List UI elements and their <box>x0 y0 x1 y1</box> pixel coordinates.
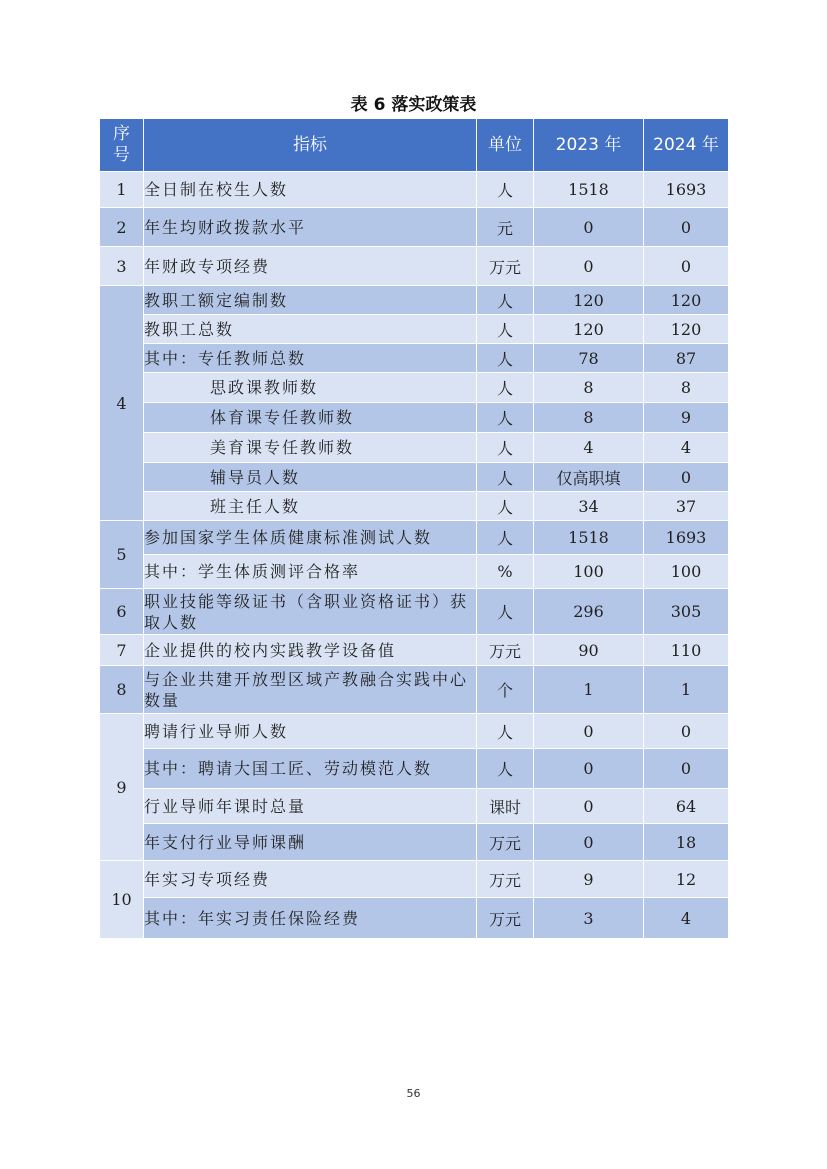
table-row <box>100 898 729 939</box>
indicator-cell: 年实习专项经费 <box>144 861 477 898</box>
seq-cell: 8 <box>100 666 144 714</box>
value-2024-cell: 9 <box>644 403 729 433</box>
unit-cell: 人 <box>477 714 534 749</box>
seq-cell: 10 <box>100 861 144 939</box>
indicator-cell: 其中：专任教师总数 <box>144 344 477 373</box>
value-2024-cell: 4 <box>644 433 729 463</box>
table-row <box>100 555 729 589</box>
indicator-cell: 职业技能等级证书（含职业资格证书）获取人数 <box>144 589 477 635</box>
table-row <box>100 463 729 492</box>
value-2023-cell: 100 <box>534 555 644 589</box>
value-2023-cell: 0 <box>534 247 644 286</box>
unit-cell: 课时 <box>477 789 534 824</box>
indicator-cell: 班主任人数 <box>144 492 477 521</box>
indicator-cell: 其中：学生体质测评合格率 <box>144 555 477 589</box>
table-row <box>100 789 729 824</box>
value-2023-cell: 1518 <box>534 172 644 208</box>
value-2024-cell: 4 <box>644 898 729 939</box>
value-2023-cell: 90 <box>534 635 644 666</box>
value-2023-cell: 4 <box>534 433 644 463</box>
value-2024-cell: 37 <box>644 492 729 521</box>
header-row <box>100 119 729 172</box>
value-2024-cell: 87 <box>644 344 729 373</box>
value-2024-cell: 1693 <box>644 521 729 555</box>
header-2023: 2023 年 <box>534 119 644 172</box>
value-2024-cell: 110 <box>644 635 729 666</box>
seq-cell: 5 <box>100 521 144 589</box>
indicator-cell: 全日制在校生人数 <box>144 172 477 208</box>
value-2023-cell: 1 <box>534 666 644 714</box>
value-2024-cell: 1 <box>644 666 729 714</box>
table-row <box>100 861 729 898</box>
table-body <box>100 172 729 939</box>
unit-cell: 万元 <box>477 898 534 939</box>
value-2023-cell: 0 <box>534 789 644 824</box>
indicator-cell: 美育课专任教师数 <box>144 433 477 463</box>
seq-cell: 1 <box>100 172 144 208</box>
value-2024-cell: 0 <box>644 714 729 749</box>
table-row <box>100 403 729 433</box>
value-2023-cell: 9 <box>534 861 644 898</box>
value-2024-cell: 8 <box>644 373 729 403</box>
indicator-cell: 教职工额定编制数 <box>144 286 477 315</box>
value-2023-cell: 0 <box>534 824 644 861</box>
unit-cell: 人 <box>477 172 534 208</box>
table-row <box>100 172 729 208</box>
unit-cell: 个 <box>477 666 534 714</box>
value-2023-cell: 0 <box>534 749 644 789</box>
table-row <box>100 286 729 315</box>
value-2024-cell: 18 <box>644 824 729 861</box>
seq-cell: 3 <box>100 247 144 286</box>
value-2023-cell: 8 <box>534 373 644 403</box>
unit-cell: 万元 <box>477 861 534 898</box>
value-2024-cell: 1693 <box>644 172 729 208</box>
table-row <box>100 521 729 555</box>
table-row <box>100 589 729 635</box>
value-2023-cell: 0 <box>534 714 644 749</box>
seq-cell: 7 <box>100 635 144 666</box>
unit-cell: % <box>477 555 534 589</box>
indicator-cell: 与企业共建开放型区域产教融合实践中心数量 <box>144 666 477 714</box>
header-2024: 2024 年 <box>644 119 729 172</box>
unit-cell: 人 <box>477 286 534 315</box>
value-2023-cell: 120 <box>534 315 644 344</box>
unit-cell: 人 <box>477 315 534 344</box>
policy-table <box>99 118 729 939</box>
unit-cell: 万元 <box>477 824 534 861</box>
value-2024-cell: 0 <box>644 749 729 789</box>
unit-cell: 人 <box>477 373 534 403</box>
indicator-cell: 年财政专项经费 <box>144 247 477 286</box>
page-number: 56 <box>406 1087 421 1100</box>
unit-cell: 人 <box>477 521 534 555</box>
unit-cell: 人 <box>477 492 534 521</box>
value-2024-cell: 0 <box>644 247 729 286</box>
indicator-cell: 年支付行业导师课酬 <box>144 824 477 861</box>
table-caption: 表 6 落实政策表 <box>350 95 477 115</box>
table-row <box>100 714 729 749</box>
unit-cell: 人 <box>477 749 534 789</box>
table-row <box>100 824 729 861</box>
seq-cell: 9 <box>100 714 144 861</box>
table-row <box>100 666 729 714</box>
indicator-cell: 体育课专任教师数 <box>144 403 477 433</box>
value-2023-cell: 34 <box>534 492 644 521</box>
value-2024-cell: 0 <box>644 463 729 492</box>
value-2023-cell: 1518 <box>534 521 644 555</box>
indicator-cell: 聘请行业导师人数 <box>144 714 477 749</box>
indicator-cell: 行业导师年课时总量 <box>144 789 477 824</box>
value-2023-cell: 296 <box>534 589 644 635</box>
seq-cell: 4 <box>100 286 144 521</box>
value-2024-cell: 120 <box>644 286 729 315</box>
unit-cell: 万元 <box>477 635 534 666</box>
value-2023-cell: 78 <box>534 344 644 373</box>
value-2023-cell: 0 <box>534 208 644 247</box>
indicator-cell: 其中：聘请大国工匠、劳动模范人数 <box>144 749 477 789</box>
unit-cell: 人 <box>477 433 534 463</box>
seq-cell: 2 <box>100 208 144 247</box>
indicator-cell: 年生均财政拨款水平 <box>144 208 477 247</box>
header-indicator: 指标 <box>144 119 477 172</box>
value-2023-cell: 仅高职填 <box>534 463 644 492</box>
table-row <box>100 373 729 403</box>
table-row <box>100 492 729 521</box>
table-row <box>100 247 729 286</box>
indicator-cell: 企业提供的校内实践教学设备值 <box>144 635 477 666</box>
indicator-cell: 思政课教师数 <box>144 373 477 403</box>
table-row <box>100 344 729 373</box>
table-row <box>100 315 729 344</box>
value-2023-cell: 3 <box>534 898 644 939</box>
table-row <box>100 749 729 789</box>
unit-cell: 人 <box>477 589 534 635</box>
value-2024-cell: 305 <box>644 589 729 635</box>
value-2024-cell: 0 <box>644 208 729 247</box>
unit-cell: 人 <box>477 403 534 433</box>
value-2024-cell: 12 <box>644 861 729 898</box>
indicator-cell: 辅导员人数 <box>144 463 477 492</box>
seq-cell: 6 <box>100 589 144 635</box>
unit-cell: 元 <box>477 208 534 247</box>
value-2024-cell: 100 <box>644 555 729 589</box>
unit-cell: 人 <box>477 344 534 373</box>
value-2024-cell: 120 <box>644 315 729 344</box>
header-unit: 单位 <box>477 119 534 172</box>
value-2024-cell: 64 <box>644 789 729 824</box>
header-seq: 序号 <box>100 119 144 172</box>
indicator-cell: 教职工总数 <box>144 315 477 344</box>
table-row <box>100 635 729 666</box>
indicator-cell: 其中：年实习责任保险经费 <box>144 898 477 939</box>
unit-cell: 万元 <box>477 247 534 286</box>
table-row <box>100 433 729 463</box>
value-2023-cell: 8 <box>534 403 644 433</box>
value-2023-cell: 120 <box>534 286 644 315</box>
table-row <box>100 208 729 247</box>
unit-cell: 人 <box>477 463 534 492</box>
indicator-cell: 参加国家学生体质健康标准测试人数 <box>144 521 477 555</box>
